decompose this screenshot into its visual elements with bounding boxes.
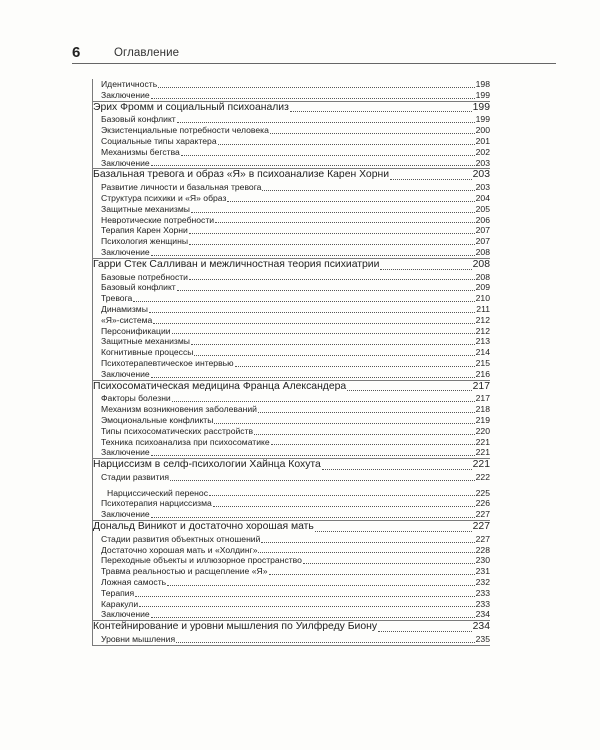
toc-section [92, 459, 490, 521]
toc-entry-page: 212 [475, 325, 490, 336]
toc-entry-page: 217 [475, 393, 490, 404]
toc-subsection-entry[interactable] [93, 472, 490, 483]
toc-subsection-entry[interactable] [93, 566, 490, 577]
toc-entry-page: 233 [475, 598, 490, 609]
dot-leader [153, 323, 474, 324]
toc-entry-title: Терапия [101, 587, 135, 598]
dot-leader [214, 423, 474, 424]
toc-entry-page: 221 [475, 436, 490, 447]
table-of-contents [92, 79, 490, 646]
dot-leader [151, 617, 475, 618]
dot-leader [167, 585, 475, 586]
dot-leader [218, 144, 475, 145]
toc-entry-title: Травма реальностью и расщепление «Я» [101, 566, 268, 577]
toc-entry-page: 235 [475, 634, 490, 645]
toc-entry-page: 208 [475, 271, 490, 282]
toc-entry-title: Уровни мышления [101, 634, 176, 645]
toc-subsection-entry[interactable] [93, 236, 490, 247]
toc-entry-title: Заключение [101, 368, 150, 379]
dot-leader [139, 606, 475, 607]
toc-entry-title: Развитие личности и базальная тревога [101, 182, 262, 193]
dot-leader [158, 87, 474, 88]
dot-leader [378, 631, 472, 632]
toc-subsection-entry[interactable] [93, 369, 490, 380]
toc-entry-title: Стадии развития [101, 471, 169, 482]
toc-entry-title: Психосоматическая медицина Франца Александера [93, 380, 347, 392]
toc-entry-page: 225 [475, 487, 490, 498]
toc-subsection-entry[interactable] [93, 79, 490, 90]
toc-subsection-entry[interactable] [93, 193, 490, 204]
dot-leader [235, 366, 475, 367]
toc-entry-title: Эмоциональные конфликты [101, 414, 214, 425]
toc-subsection-entry[interactable] [93, 315, 490, 326]
toc-entry-page: 199 [475, 89, 490, 100]
toc-subsection-entry[interactable] [93, 599, 490, 610]
dot-leader [181, 155, 475, 156]
dot-leader [194, 355, 474, 356]
toc-subsection-entry[interactable] [93, 498, 490, 509]
toc-entry-title: Заключение [101, 447, 150, 458]
toc-subsection-entry[interactable] [93, 293, 490, 304]
toc-section [92, 259, 490, 381]
toc-subsection-entry[interactable] [93, 609, 490, 620]
toc-entry-title: Контейнирование и уровни мышления по Уилфреду Биону [93, 621, 378, 633]
dot-leader [189, 233, 475, 234]
dot-leader [133, 301, 474, 302]
toc-entry-page: 213 [475, 336, 490, 347]
toc-chapter-entry[interactable] [93, 621, 490, 634]
toc-entry-title: Заключение [101, 246, 150, 257]
dot-leader [269, 574, 475, 575]
toc-entry-page: 219 [475, 414, 490, 425]
toc-subsection-entry[interactable] [93, 304, 490, 315]
toc-subsection-entry[interactable] [93, 634, 490, 645]
toc-subsection-entry[interactable] [93, 204, 490, 215]
toc-entry-page: 222 [475, 471, 490, 482]
toc-entry-page: 217 [472, 380, 490, 392]
toc-entry-page: 203 [475, 182, 490, 193]
toc-entry-title: Техника психоанализа при психосоматике [101, 436, 270, 447]
toc-subsection-entry[interactable] [93, 347, 490, 358]
toc-entry-title: Базовый конфликт [101, 282, 176, 293]
toc-entry-page: 226 [475, 498, 490, 509]
toc-entry-title: Стадии развития объектных отношений [101, 533, 261, 544]
dot-leader [271, 444, 475, 445]
dot-leader [303, 563, 475, 564]
dot-leader [172, 401, 475, 402]
dot-leader [170, 480, 475, 481]
toc-subsection-entry[interactable] [93, 404, 490, 415]
page-header [0, 0, 600, 70]
toc-entry-page: 227 [475, 509, 490, 520]
toc-entry-page: 198 [475, 79, 490, 89]
dot-leader [151, 255, 475, 256]
toc-entry-page: 203 [472, 169, 490, 181]
dot-leader [151, 377, 475, 378]
toc-entry-page: 214 [475, 347, 490, 358]
dot-leader [270, 133, 475, 134]
toc-entry-title: Заключение [101, 609, 150, 620]
toc-subsection-entry[interactable] [93, 90, 490, 101]
toc-subsection-entry[interactable] [93, 215, 490, 226]
toc-entry-page: 221 [472, 459, 490, 471]
dot-leader [213, 506, 475, 507]
toc-entry-title: Факторы болезни [101, 393, 171, 404]
toc-subsection-entry[interactable] [93, 415, 490, 426]
toc-entry-page: 204 [475, 192, 490, 203]
toc-entry-page: 202 [475, 146, 490, 157]
dot-leader [176, 642, 475, 643]
toc-entry-title: Базовые потребности [101, 271, 188, 282]
toc-subsection-entry[interactable] [93, 577, 490, 588]
toc-entry-page: 199 [475, 114, 490, 125]
dot-leader [215, 222, 475, 223]
toc-entry-page: 234 [475, 609, 490, 620]
toc-entry-title: Ложная самость [101, 577, 167, 588]
toc-entry-page: 201 [475, 135, 490, 146]
dot-leader [149, 312, 475, 313]
toc-entry-title: Когнитивные процессы [101, 347, 194, 358]
toc-subsection-entry[interactable] [93, 509, 490, 520]
toc-entry-title: Нарциссический перенос [107, 487, 208, 498]
dot-leader [347, 390, 471, 391]
toc-entry-title: Заключение [101, 509, 150, 520]
dot-leader [177, 290, 475, 291]
dot-leader [261, 542, 474, 543]
toc-subsection-entry[interactable] [93, 247, 490, 258]
toc-entry-title: Структура психики и «Я» образ [101, 192, 227, 203]
toc-entry-title: «Я»-система [101, 314, 153, 325]
toc-entry-title: Психотерапевтическое интервью [101, 357, 234, 368]
toc-entry-page: 232 [475, 577, 490, 588]
toc-subsection-entry[interactable] [93, 358, 490, 369]
toc-entry-title: Защитные механизмы [101, 203, 190, 214]
toc-entry-page: 208 [475, 246, 490, 257]
toc-entry-title: Достаточно хорошая мать и «Холдинг» [101, 544, 258, 555]
toc-subsection-entry[interactable] [93, 158, 490, 169]
toc-entry-title: Психология женщины [101, 236, 188, 247]
toc-subsection-entry[interactable] [93, 225, 490, 236]
toc-subsection-entry[interactable] [93, 182, 490, 193]
toc-subsection-entry[interactable] [93, 136, 490, 147]
toc-subsection-entry[interactable] [93, 272, 490, 283]
toc-entry-title: Заключение [101, 157, 150, 168]
toc-entry-title: Тревога [101, 293, 133, 304]
dot-leader [290, 111, 472, 112]
toc-entry-title: Базальная тревога и образ «Я» в психоанализе Карен Хорни [93, 169, 390, 181]
toc-subsection-entry[interactable] [93, 125, 490, 136]
toc-entry-page: 227 [472, 521, 490, 533]
toc-subsection-entry[interactable] [93, 336, 490, 347]
toc-subsection-entry[interactable] [93, 326, 490, 337]
toc-entry-page: 215 [475, 357, 490, 368]
toc-entry-title: Защитные механизмы [101, 336, 190, 347]
toc-section [92, 621, 490, 646]
toc-entry-page: 211 [476, 303, 490, 314]
toc-entry-title: Идентичность [101, 79, 158, 89]
toc-subsection-entry[interactable] [93, 114, 490, 125]
toc-entry-title: Невротические потребности [101, 214, 215, 225]
toc-entry-title: Экзистенциальные потребности человека [101, 125, 269, 136]
toc-subsection-entry[interactable] [93, 393, 490, 404]
toc-entry-page: 209 [475, 282, 490, 293]
toc-entry-page: 199 [472, 101, 490, 113]
dot-leader [380, 269, 471, 270]
toc-section [92, 169, 490, 258]
toc-entry-page: 227 [475, 533, 490, 544]
toc-entry-page: 200 [475, 125, 490, 136]
toc-section [92, 521, 490, 621]
dot-leader [315, 531, 472, 532]
toc-entry-title: Персонификации [101, 325, 171, 336]
toc-entry-title: Базовый конфликт [101, 114, 176, 125]
dot-leader [189, 244, 475, 245]
toc-subsection-entry[interactable] [93, 447, 490, 458]
dot-leader [151, 165, 475, 166]
toc-section [92, 102, 490, 170]
toc-subsection-entry[interactable] [93, 147, 490, 158]
dot-leader [135, 596, 474, 597]
dot-leader [258, 412, 475, 413]
toc-entry-page: 212 [475, 314, 490, 325]
toc-entry-title: Психотерапия нарциссизма [101, 498, 212, 509]
toc-entry-page: 234 [472, 621, 490, 633]
toc-entry-page: 228 [475, 544, 490, 555]
toc-entry-page: 210 [475, 293, 490, 304]
toc-entry-page: 207 [475, 225, 490, 236]
toc-entry-title: Нарциссизм в селф-психологии Хайнца Кохута [93, 459, 321, 471]
toc-subsection-entry[interactable] [93, 282, 490, 293]
dot-leader [254, 434, 475, 435]
toc-subsection-entry[interactable] [93, 545, 490, 556]
toc-entry-title: Типы психосоматических расстройств [101, 425, 254, 436]
dot-leader [322, 469, 472, 470]
toc-subsection-entry[interactable] [93, 488, 490, 499]
dot-leader [191, 344, 475, 345]
dot-leader [258, 552, 474, 553]
dot-leader [151, 98, 475, 99]
toc-section [92, 381, 490, 460]
dot-leader [172, 333, 475, 334]
toc-entry-title: Дональд Виникот и достаточно хорошая мать [93, 521, 314, 533]
toc-entry-page: 231 [475, 566, 490, 577]
toc-chapter-entry[interactable] [93, 102, 490, 115]
toc-entry-page: 218 [475, 404, 490, 415]
toc-chapter-entry[interactable] [93, 521, 490, 534]
toc-entry-title: Терапия Карен Хорни [101, 225, 188, 236]
toc-section [92, 79, 490, 102]
toc-entry-page: 208 [472, 258, 490, 270]
toc-chapter-entry[interactable] [93, 381, 490, 394]
toc-entry-page: 206 [475, 214, 490, 225]
toc-entry-title: Гарри Стек Салливан и межличностная теория психиатрии [93, 258, 380, 270]
header-divider [72, 63, 556, 64]
toc-entry-title: Механизм возникновения заболеваний [101, 404, 257, 415]
toc-entry-page: 230 [475, 555, 490, 566]
toc-chapter-entry[interactable] [93, 459, 490, 472]
dot-leader [177, 122, 475, 123]
dot-leader [262, 190, 474, 191]
toc-chapter-entry[interactable] [93, 169, 490, 182]
dot-leader [189, 279, 475, 280]
dot-leader [151, 455, 475, 456]
toc-entry-title: Заключение [101, 89, 150, 100]
toc-subsection-entry[interactable] [93, 588, 490, 599]
dot-leader [151, 517, 475, 518]
toc-chapter-entry[interactable] [93, 259, 490, 272]
toc-entry-page: 233 [475, 587, 490, 598]
dot-leader [227, 201, 474, 202]
toc-entry-title: Социальные типы характера [101, 135, 217, 146]
page-number: 6 [72, 44, 81, 61]
toc-entry-page: 220 [475, 425, 490, 436]
dot-leader [209, 495, 475, 496]
toc-entry-title: Переходные объекты и иллюзорное пространство [101, 555, 302, 566]
toc-entry-page: 203 [475, 157, 490, 168]
toc-entry-page: 216 [475, 368, 490, 379]
page-title: Оглавление [114, 47, 180, 59]
dot-leader [390, 179, 472, 180]
toc-entry-title: Динамизмы [101, 303, 148, 314]
toc-entry-page: 205 [475, 203, 490, 214]
toc-entry-title: Эрих Фромм и социальный психоанализ [93, 101, 289, 113]
toc-entry-title: Механизмы бегства [101, 146, 180, 157]
toc-entry-title: Каракули [101, 598, 139, 609]
dot-leader [191, 212, 475, 213]
toc-entry-page: 221 [475, 447, 490, 458]
toc-subsection-entry[interactable] [93, 426, 490, 437]
toc-subsection-entry[interactable] [93, 534, 490, 545]
toc-entry-page: 207 [475, 236, 490, 247]
toc-subsection-entry[interactable] [93, 437, 490, 448]
toc-subsection-entry[interactable] [93, 555, 490, 566]
